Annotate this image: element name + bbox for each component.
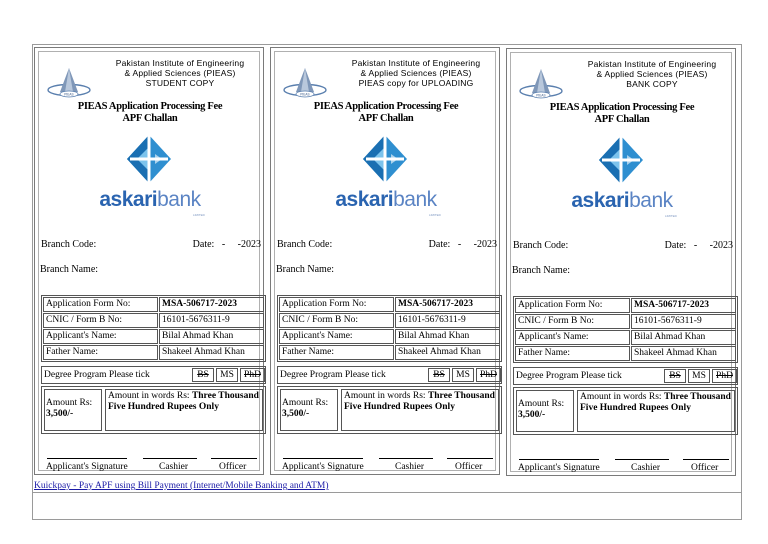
amount-block: [513, 387, 738, 435]
officer-label: Officer: [691, 463, 719, 473]
challan-copy: [506, 48, 736, 476]
challan-title-line1: PIEAS Application Processing Fee: [549, 102, 695, 113]
copy-label: PIEAS copy for UPLOADING: [358, 78, 474, 88]
degree-option-bs[interactable]: BS: [428, 368, 450, 382]
date-field: [193, 239, 261, 251]
challan-title: [35, 101, 265, 125]
date-field: [429, 239, 497, 251]
bank-tagline: LIMITED: [665, 214, 677, 218]
applicant-info-table: [277, 295, 502, 362]
cashier-signature-line: [143, 458, 197, 459]
branch-code-row: [513, 240, 733, 252]
amount-block: [277, 386, 502, 434]
copy-label: STUDENT COPY: [145, 78, 215, 88]
applicant-signature-label: Applicant's Signature: [46, 462, 128, 472]
challan-copy: [270, 47, 500, 475]
bank-name-bold: askari: [99, 188, 158, 211]
amount-words-value: Three Thousand Five Hundred Rupees Only: [344, 391, 495, 412]
branch-name-label: Branch Name:: [40, 264, 99, 275]
applicant-name-label: Applicant's Name:: [43, 329, 158, 344]
cnic-value: 16101-5676311-9: [395, 313, 500, 328]
applicant-name-value: Bilal Ahmad Khan: [395, 329, 500, 344]
bank-name-light: bank: [629, 189, 673, 212]
cnic-label: CNIC / Form B No:: [279, 313, 394, 328]
applicant-signature-line: [283, 458, 363, 459]
amount-label: Amount Rs:: [518, 399, 565, 409]
footer-row: [32, 480, 742, 493]
applicant-name-label: Applicant's Name:: [515, 330, 630, 345]
bank-wordmark: [35, 188, 265, 212]
bank-name-bold: askari: [571, 189, 630, 212]
applicant-signature-line: [519, 459, 599, 460]
challan-title-line1: PIEAS Application Processing Fee: [313, 101, 459, 112]
degree-option-bs[interactable]: BS: [664, 369, 686, 383]
copy-header: [43, 58, 257, 102]
amount-label: Amount Rs:: [282, 398, 329, 408]
applicant-info-table: [41, 295, 266, 362]
date-label: Date:: [664, 240, 687, 251]
branch-code-row: [41, 239, 261, 251]
branch-code-label: Branch Code:: [41, 239, 97, 250]
institute-header: [103, 58, 257, 88]
table-row: [43, 297, 264, 312]
date-field: [665, 240, 733, 252]
app-no-label: Application Form No:: [515, 298, 630, 313]
amount-words-value: Three Thousand Five Hundred Rupees Only: [108, 391, 259, 412]
app-no-label: Application Form No:: [43, 297, 158, 312]
challan-title-line2: APF Challan: [594, 114, 650, 125]
pieas-logo-icon: [281, 66, 329, 100]
institute-line1: Pakistan Institute of Engineering: [115, 58, 245, 68]
institute-header: [339, 58, 493, 88]
amount-words-cell: [577, 390, 735, 432]
degree-program-row: [513, 367, 738, 385]
degree-option-ms[interactable]: MS: [688, 369, 710, 383]
degree-label: Degree Program Please tick: [280, 370, 386, 380]
svg-text:PIEAS: PIEAS: [64, 92, 74, 97]
amount-figure-cell: [516, 390, 574, 432]
app-no-value: MSA-506717-2023: [395, 297, 500, 312]
copy-header: [515, 59, 729, 103]
officer-label: Officer: [219, 462, 247, 472]
cashier-label: Cashier: [631, 463, 661, 473]
bank-wordmark: [507, 189, 737, 213]
institute-header: [575, 59, 729, 89]
applicant-name-value: Bilal Ahmad Khan: [159, 329, 264, 344]
askari-logo-icon: [598, 135, 644, 185]
table-row: [515, 346, 736, 361]
svg-text:PIEAS: PIEAS: [536, 93, 546, 98]
challan-title-line2: APF Challan: [358, 113, 414, 124]
branch-name-row: [512, 265, 732, 277]
amount-words-value: Three Thousand Five Hundred Rupees Only: [580, 392, 731, 413]
app-no-value: MSA-506717-2023: [159, 297, 264, 312]
amount-label: Amount Rs:: [46, 398, 93, 408]
applicant-signature-label: Applicant's Signature: [282, 462, 364, 472]
institute-line1: Pakistan Institute of Engineering: [587, 59, 717, 69]
challan-title-line2: APF Challan: [122, 113, 178, 124]
father-name-label: Father Name:: [515, 346, 630, 361]
amount-value: 3,500/-: [518, 410, 546, 420]
bank-name-light: bank: [157, 188, 201, 211]
branch-name-row: [276, 264, 496, 276]
degree-program-row: [277, 366, 502, 384]
bank-tagline: LIMITED: [193, 213, 205, 217]
date-label: Date:: [428, 239, 451, 250]
amount-value: 3,500/-: [282, 409, 310, 419]
amount-value: 3,500/-: [46, 409, 74, 419]
amount-block: [41, 386, 266, 434]
father-name-label: Father Name:: [43, 345, 158, 360]
cnic-value: 16101-5676311-9: [159, 313, 264, 328]
applicant-info-table: [513, 296, 738, 363]
table-row: [43, 329, 264, 344]
challan-title: [507, 102, 737, 126]
amount-figure-cell: [44, 389, 102, 431]
app-no-value: MSA-506717-2023: [631, 298, 736, 313]
table-row: [279, 329, 500, 344]
table-row: [43, 345, 264, 360]
table-row: [279, 345, 500, 360]
bank-name-bold: askari: [335, 188, 394, 211]
table-row: [279, 313, 500, 328]
branch-name-row: [40, 264, 260, 276]
challan-copy: [34, 47, 264, 475]
amount-words-prefix: Amount in words Rs:: [108, 391, 192, 401]
father-name-value: Shakeel Ahmad Khan: [631, 346, 736, 361]
table-row: [515, 314, 736, 329]
svg-text:PIEAS: PIEAS: [300, 92, 310, 97]
degree-program-row: [41, 366, 266, 384]
bank-name-light: bank: [393, 188, 437, 211]
kuickpay-link[interactable]: Kuickpay - Pay APF using Bill Payment (Internet/Mobile Banking and ATM): [34, 481, 329, 491]
institute-line2: & Applied Sciences (PIEAS): [124, 68, 236, 78]
degree-option-ms[interactable]: MS: [216, 368, 238, 382]
institute-line2: & Applied Sciences (PIEAS): [596, 69, 708, 79]
amount-figure-cell: [280, 389, 338, 431]
amount-words-prefix: Amount in words Rs:: [580, 392, 664, 402]
amount-words-prefix: Amount in words Rs:: [344, 391, 428, 401]
askari-logo-icon: [362, 134, 408, 184]
date-value: - -2023: [457, 239, 497, 250]
applicant-signature-line: [47, 458, 127, 459]
table-row: [279, 297, 500, 312]
cashier-signature-line: [379, 458, 433, 459]
date-value: - -2023: [693, 240, 733, 251]
branch-code-label: Branch Code:: [277, 239, 333, 250]
cnic-label: CNIC / Form B No:: [43, 313, 158, 328]
institute-line1: Pakistan Institute of Engineering: [351, 58, 481, 68]
amount-words-cell: [105, 389, 263, 431]
pieas-logo-icon: [45, 66, 93, 100]
branch-code-row: [277, 239, 497, 251]
amount-words-cell: [341, 389, 499, 431]
cashier-label: Cashier: [159, 462, 189, 472]
officer-signature-line: [211, 458, 257, 459]
askari-logo-icon: [126, 134, 172, 184]
branch-name-label: Branch Name:: [276, 264, 335, 275]
cashier-label: Cashier: [395, 462, 425, 472]
degree-option-phd[interactable]: PhD: [712, 369, 737, 383]
table-row: [43, 313, 264, 328]
pieas-logo-icon: [517, 67, 565, 101]
date-label: Date:: [192, 239, 215, 250]
table-row: [515, 330, 736, 345]
challan-title: [271, 101, 501, 125]
father-name-value: Shakeel Ahmad Khan: [395, 345, 500, 360]
challan-title-line1: PIEAS Application Processing Fee: [77, 101, 223, 112]
applicant-name-value: Bilal Ahmad Khan: [631, 330, 736, 345]
institute-line2: & Applied Sciences (PIEAS): [360, 68, 472, 78]
branch-code-label: Branch Code:: [513, 240, 569, 251]
copy-label: BANK COPY: [626, 79, 678, 89]
cnic-label: CNIC / Form B No:: [515, 314, 630, 329]
table-row: [515, 298, 736, 313]
app-no-label: Application Form No:: [279, 297, 394, 312]
date-value: - -2023: [221, 239, 261, 250]
degree-label: Degree Program Please tick: [516, 371, 622, 381]
applicant-signature-label: Applicant's Signature: [518, 463, 600, 473]
degree-option-ms[interactable]: MS: [452, 368, 474, 382]
officer-signature-line: [683, 459, 729, 460]
degree-option-phd[interactable]: PhD: [240, 368, 265, 382]
degree-option-bs[interactable]: BS: [192, 368, 214, 382]
officer-signature-line: [447, 458, 493, 459]
branch-name-label: Branch Name:: [512, 265, 571, 276]
bank-tagline: LIMITED: [429, 213, 441, 217]
degree-option-phd[interactable]: PhD: [476, 368, 501, 382]
father-name-label: Father Name:: [279, 345, 394, 360]
bank-wordmark: [271, 188, 501, 212]
officer-label: Officer: [455, 462, 483, 472]
degree-label: Degree Program Please tick: [44, 370, 150, 380]
copy-header: [279, 58, 493, 102]
applicant-name-label: Applicant's Name:: [279, 329, 394, 344]
father-name-value: Shakeel Ahmad Khan: [159, 345, 264, 360]
cashier-signature-line: [615, 459, 669, 460]
cnic-value: 16101-5676311-9: [631, 314, 736, 329]
